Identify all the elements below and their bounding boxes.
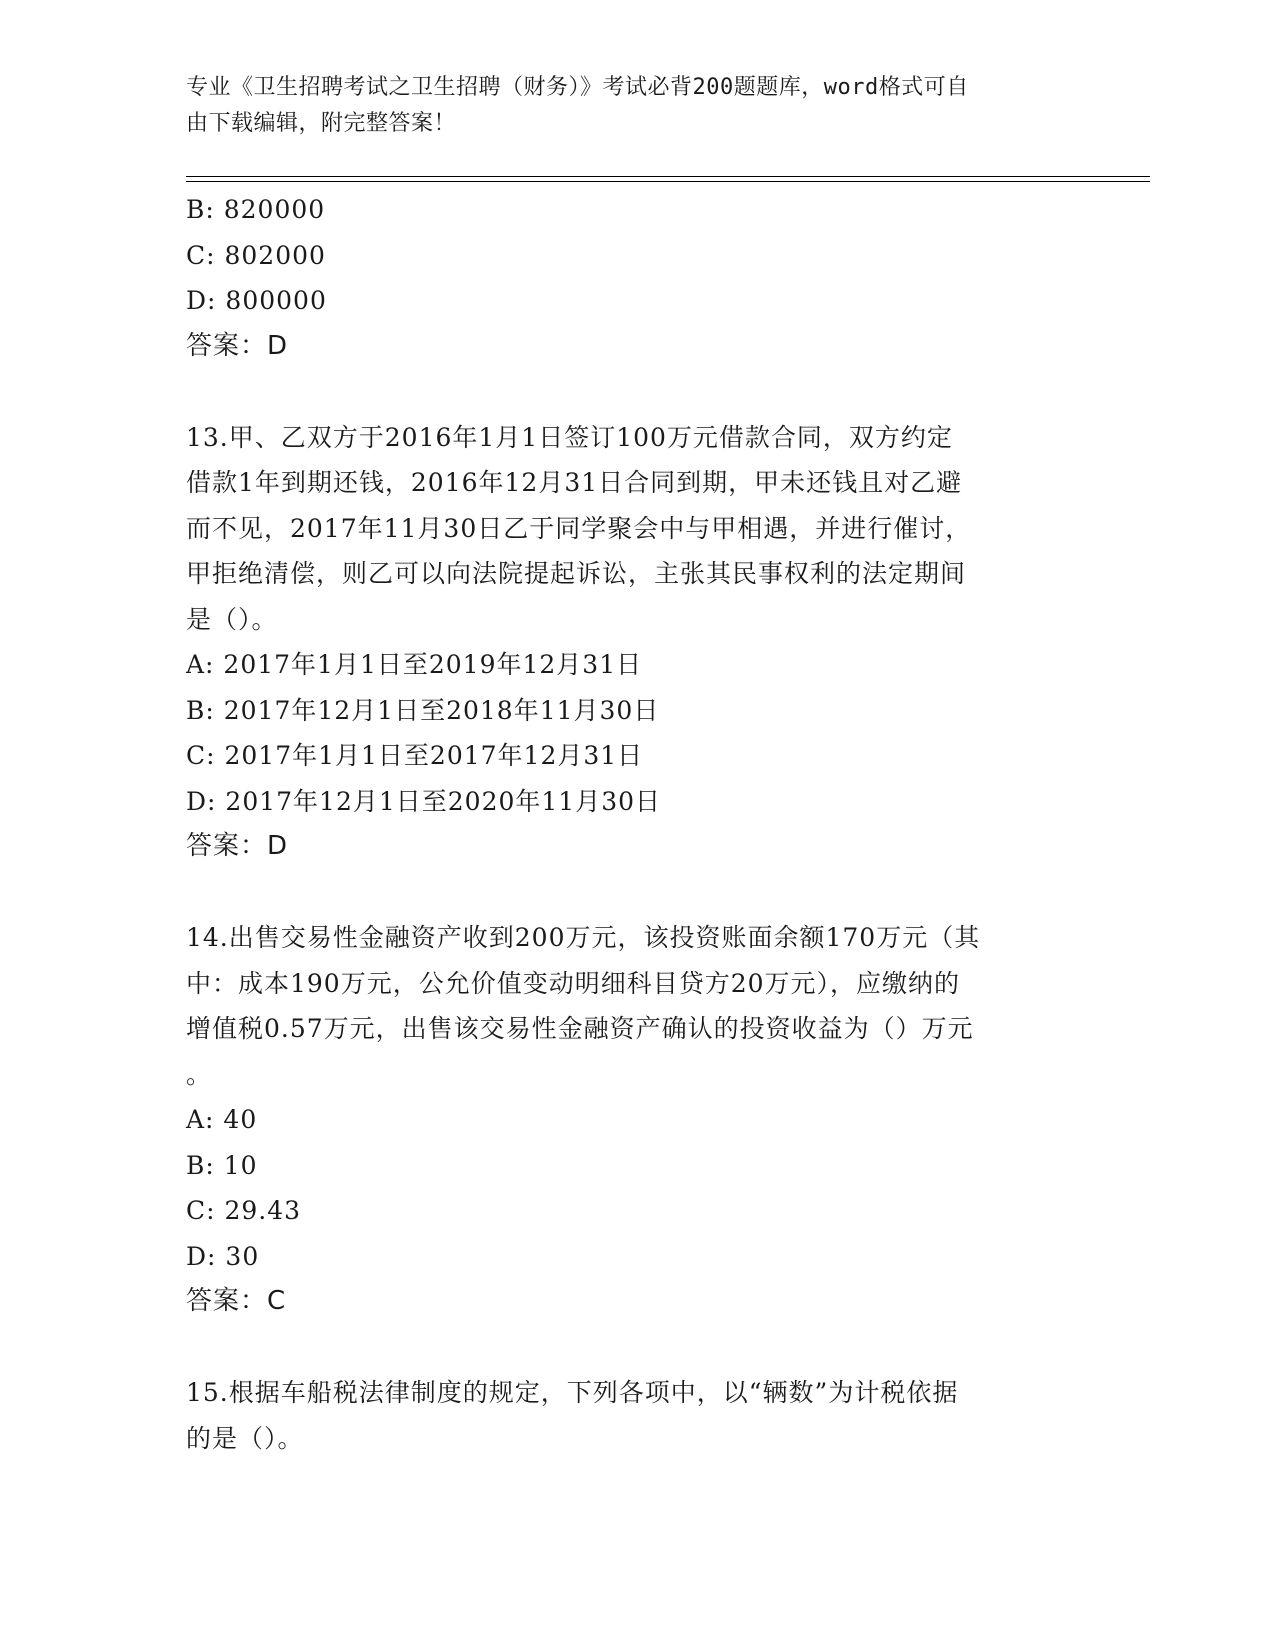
header-divider-top: [186, 176, 1150, 177]
option-b: B: 10: [186, 1150, 258, 1180]
question-13: [186, 415, 1086, 870]
question-text-line: 而不见，2017年11月30日乙于同学聚会中与甲相遇，并进行催讨，: [186, 513, 972, 543]
spacer: [186, 870, 1086, 916]
option-b: B: 2017年12月1日至2018年11月30日: [186, 695, 660, 725]
header-line: 由下载编辑，附完整答案！: [186, 111, 457, 136]
option-c: C: 29.43: [186, 1196, 302, 1225]
question-text-line: 甲拒绝清偿，则乙可以向法院提起诉讼，主张其民事权利的法定期间: [186, 559, 967, 588]
answer-label: 答案：D: [186, 330, 289, 361]
question-14: [186, 915, 1086, 1325]
option-d: D: 2017年12月1日至2020年11月30日: [186, 786, 662, 816]
option-c: C: 2017年1月1日至2017年12月31日: [186, 741, 644, 770]
answer-label: 答案：D: [186, 831, 289, 861]
question-text-line: 14.出售交易性金融资产收到200万元，该投资账面余额170万元（其: [186, 923, 981, 952]
question-text-line: 增值税0.57万元，出售该交易性金融资产确认的投资收益为（）万元: [186, 1014, 974, 1043]
spacer: [186, 369, 1086, 415]
question-text-line: 借款1年到期还钱，2016年12月31日合同到期，甲未还钱且对乙避: [186, 468, 963, 497]
header-line: 专业《卫生招聘考试之卫生招聘（财务）》考试必背200题题库，word格式可自: [186, 75, 969, 100]
question-text-line: 的是（）。: [186, 1423, 304, 1453]
header-divider-bottom: [186, 181, 1150, 182]
question-12-tail: [186, 187, 1086, 369]
answer-label: 答案：C: [186, 1286, 287, 1316]
document-header: [186, 70, 1086, 142]
document-body: [186, 187, 1086, 1461]
question-15: [186, 1370, 1086, 1461]
question-text-line: 是（）。: [186, 604, 278, 634]
option-d: D: 800000: [186, 286, 327, 315]
question-text-line: 13.甲、乙双方于2016年1月1日签订100万元借款合同，双方约定: [186, 422, 953, 452]
question-text-line: 15.根据车船税法律制度的规定，下列各项中，以“辆数”为计税依据: [186, 1378, 959, 1407]
option-d: D: 30: [186, 1241, 260, 1271]
option-b: B: 820000: [186, 195, 326, 224]
question-text-line: 。: [186, 1059, 213, 1089]
option-a: A: 2017年1月1日至2019年12月31日: [186, 650, 643, 679]
question-text-line: 中：成本190万元，公允价值变动明细科目贷方20万元），应缴纳的: [186, 968, 961, 998]
option-c: C: 802000: [186, 240, 326, 270]
option-a: A: 40: [186, 1105, 258, 1134]
spacer: [186, 1325, 1086, 1371]
